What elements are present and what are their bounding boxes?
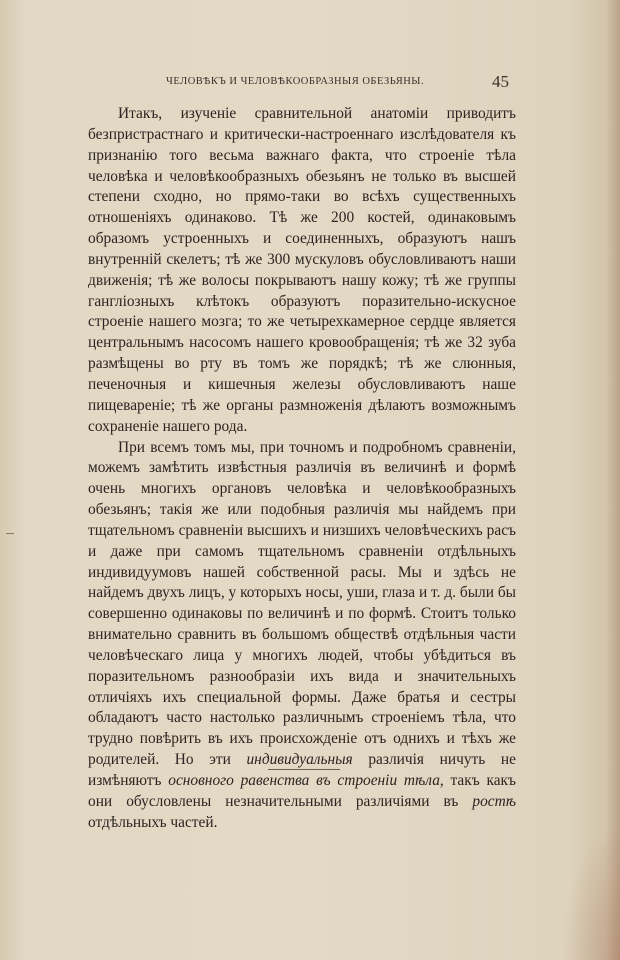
paragraph-1: Итакъ, изученіе сравнительной анатоміи приводитъ безпристрастнаго и критически-настроеннаго изслѣдователя къ признанію того весьма важнаго факта, что строеніе тѣла человѣка и человѣкообразныхъ обезьянъ не только въ высшей степени сходно, но прямо-таки во всѣхъ существенныхъ отношеніяхъ одинаково. Тѣ же 200 костей, одинаковымъ образомъ устроенныхъ и соединенныхъ, образуютъ нашъ внутренній скелетъ; тѣ же 300 мускуловъ обусловливаютъ наши движенія; тѣ же волосы покрываютъ нашу кожу; тѣ же группы гангліозныхъ клѣтокъ образуютъ поразительно-искусное строеніе нашего мозга; то же четырехкамерное сердце является центральнымъ насосомъ нашего кровообращенія; тѣ же 32 зуба размѣщены во рту въ томъ же порядкѣ; тѣ же слюнныя, печеночныя и кишечныя железы обусловливаютъ наше пищевареніе; тѣ же органы размноженія дѣлаютъ возможнымъ сохраненіе нашего рода. [88, 105, 516, 435]
emphasis-individual: индивидуальныя [246, 751, 353, 769]
body-text [88, 104, 516, 834]
page-edge-shading [606, 0, 620, 960]
paragraph-2-text-a: При всемъ томъ мы, при точномъ и подробномъ сравненіи, можемъ замѣтить извѣстныя различія въ величинѣ и формѣ очень многихъ органовъ человѣка и человѣкообразныхъ обезьянъ; такія же или подобныя различія мы найдемъ при тщательномъ сравненіи высшихъ и низшихъ человѣческихъ расъ и даже при самомъ тщательномъ сравненіи отдѣльныхъ индивидуумовъ нашей собственной расы. Мы и здѣсь не найдемъ двухъ лицъ, у которыхъ носы, уши, глаза и т. д. были бы совершенно одинаковы по величинѣ и по формѣ. Стоитъ только внимательно сравнить въ большомъ обществѣ отдѣльныя части человѣческаго лица у многихъ людей, чтобы убѣдиться въ поразительномъ разнообразіи ихъ вида и значительныхъ отличіяхъ ихъ специальной формы. Даже братья и сестры обладаютъ часто настолько различнымъ строеніемъ тѣла, что трудно повѣрить въ ихъ происхожденіе отъ однихъ и тѣхъ же родителей. Но эти [88, 438, 516, 769]
margin-mark [6, 533, 14, 534]
emphasis-growth: ростѣ [472, 792, 516, 810]
running-header: ЧЕЛОВѢКЪ И ЧЕЛОВѢКООБРАЗНЫЯ ОБЕЗЬЯНЫ. [166, 76, 425, 87]
emphasis-basic-equality: основного равенства въ строеніи тѣла [168, 772, 440, 789]
paragraph-2-text-d: отдѣльныхъ частей. [88, 813, 218, 831]
page-number: 45 [492, 72, 509, 91]
paper-stain [560, 820, 620, 960]
paragraph-2-text-b: различія ничуть не измѣняютъ [88, 751, 516, 789]
paragraph-2 [88, 438, 516, 834]
paragraph-2-text-c: , такъ какъ они обусловлены незначительными различіями въ [88, 772, 516, 810]
section-divider [268, 769, 340, 770]
